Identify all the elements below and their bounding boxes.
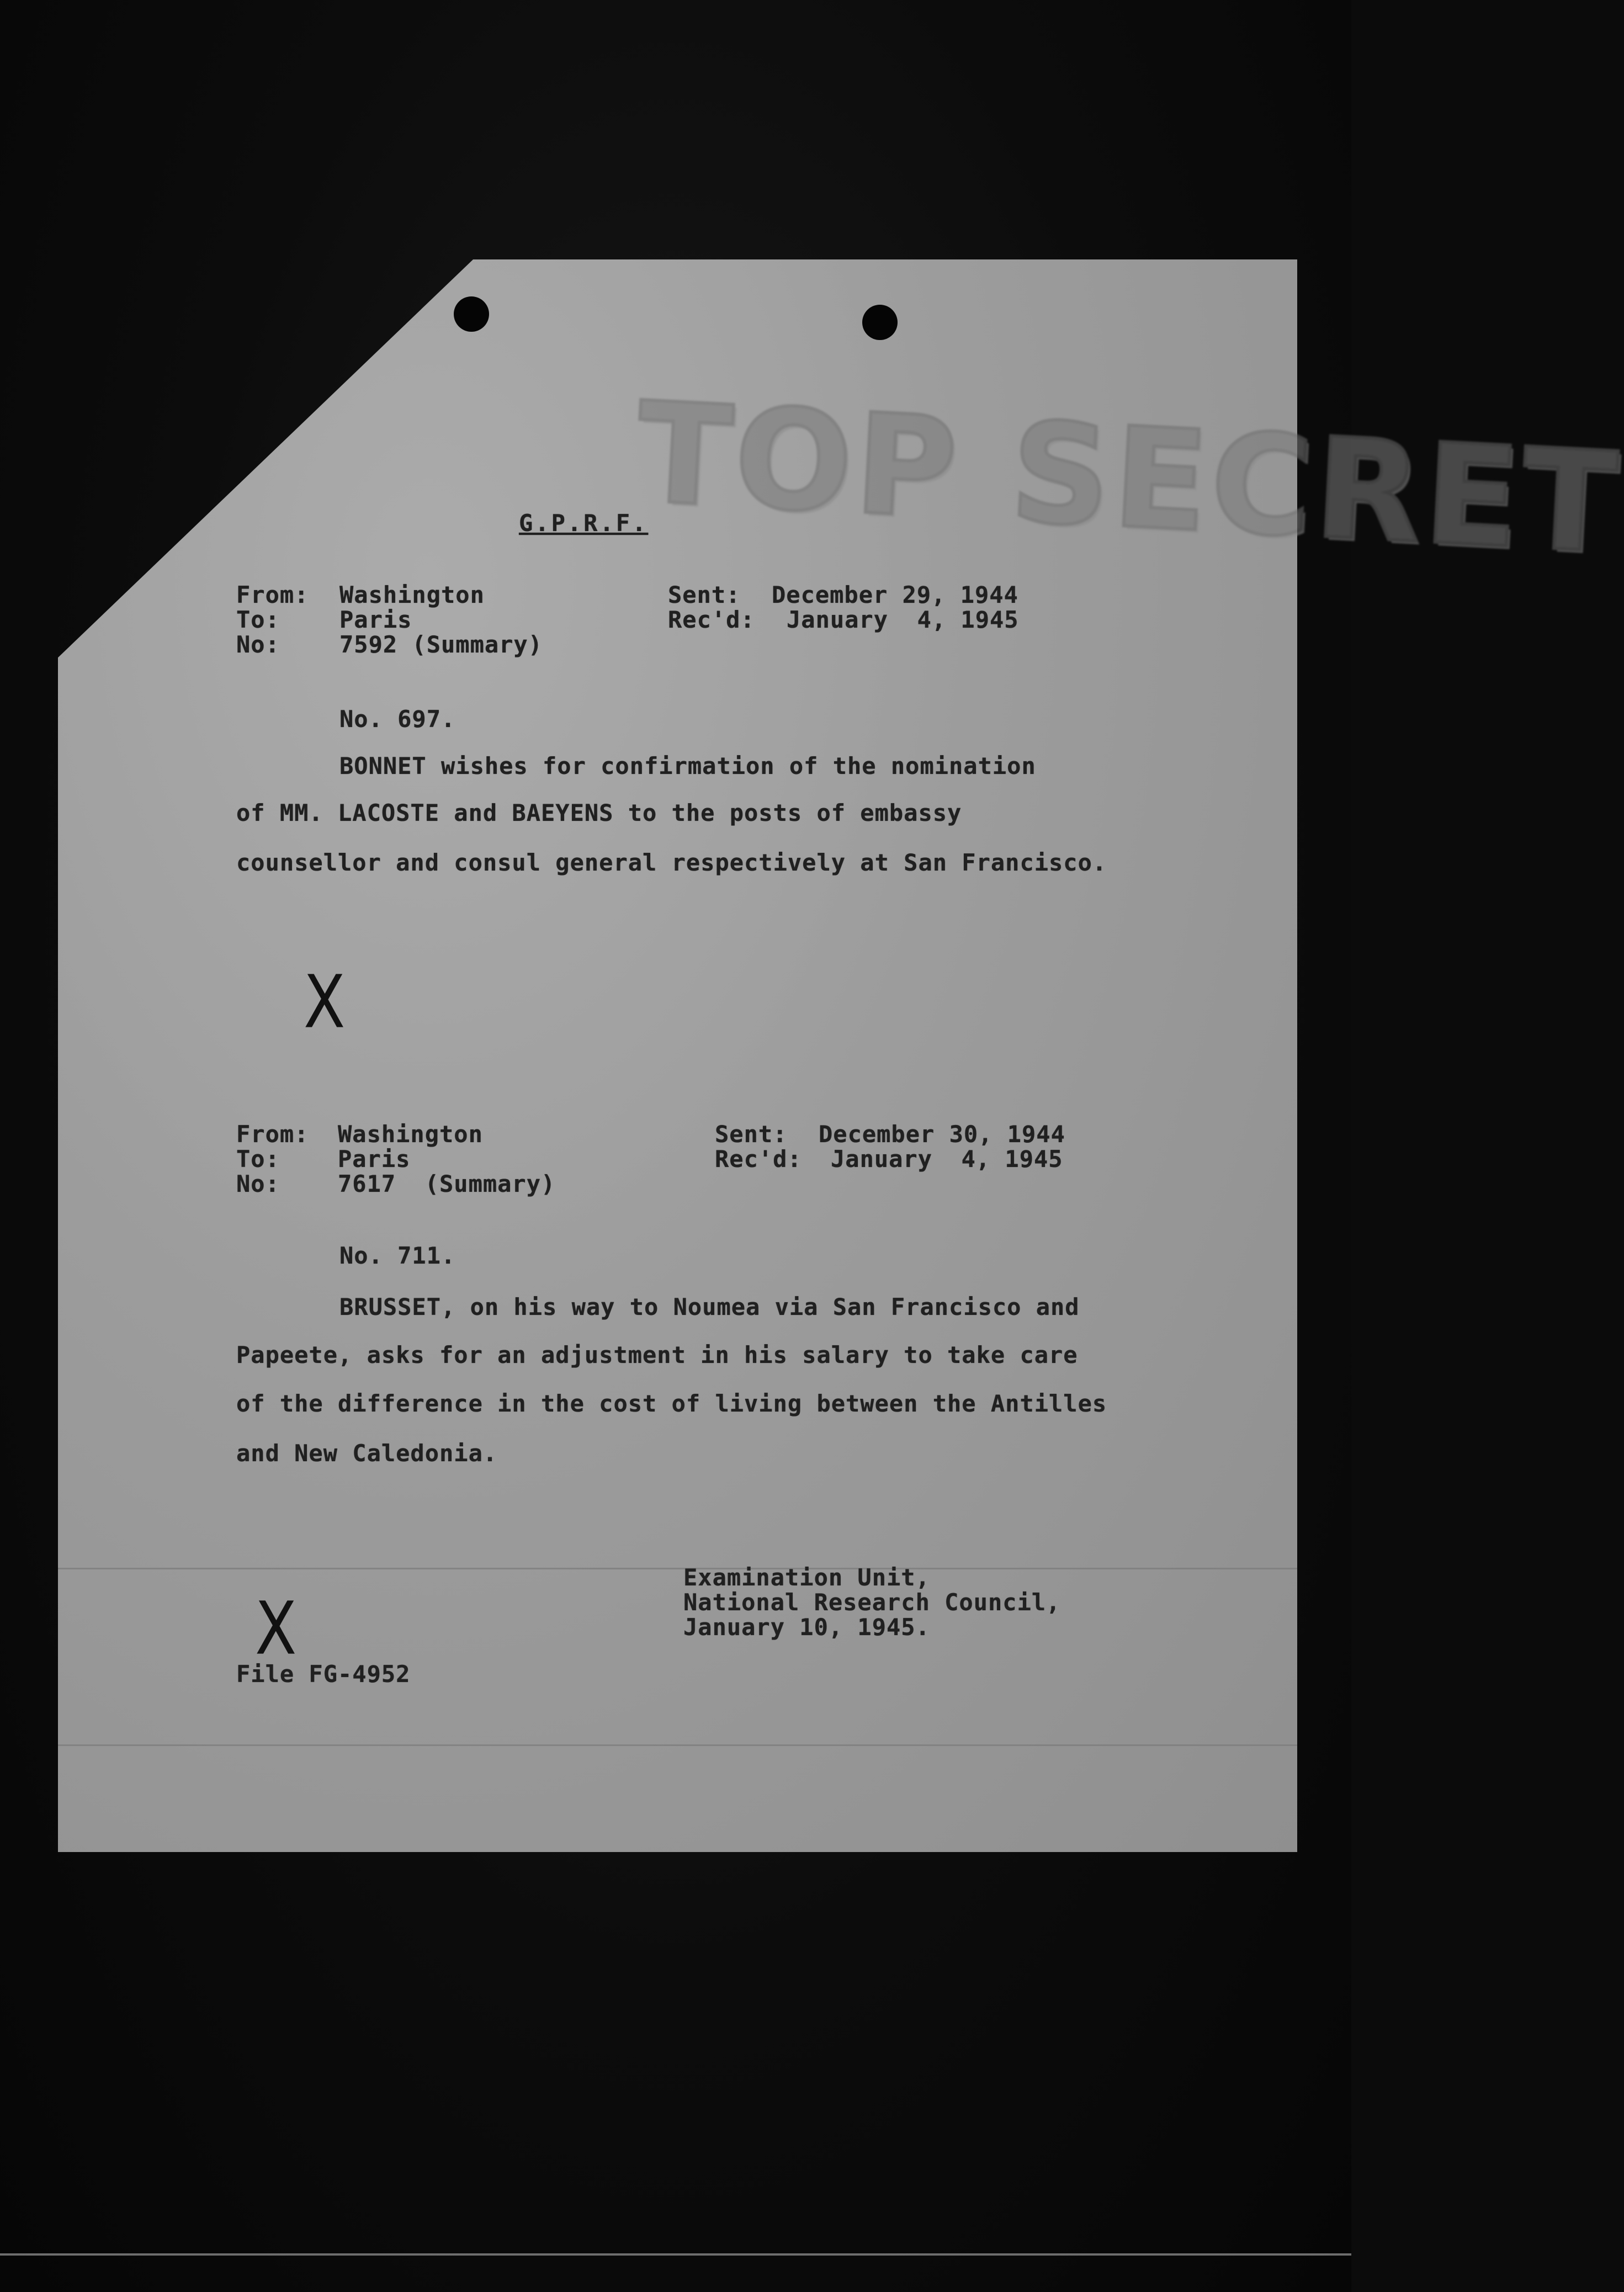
file-reference: File FG-4952 [236,1660,411,1688]
from-value: Washington [338,1121,483,1148]
handwritten-x-mark: X [304,959,346,1044]
no-value: 7592 (Summary) [339,631,543,658]
message-body-line: counsellor and consul general respectively at San Francisco. [236,849,1107,876]
sent-label: Sent: [668,581,741,608]
from-label: From: [236,581,309,608]
no-value: 7617 (Summary) [338,1170,556,1197]
no-label: No: [236,1170,280,1197]
message-body-line: BRUSSET, on his way to Noumea via San Francisco and [339,1293,1080,1320]
top-secret-stamp: TOP SECRET [633,372,1624,585]
to-label: To: [236,606,280,633]
message-body-line: BONNET wishes for confirmation of the nomination [339,752,1036,779]
document-header-title: G.P.R.F. [519,510,649,537]
film-edge-line [0,2253,1351,2256]
fold-line [58,1568,1297,1569]
message-body-line: of MM. LACOSTE and BAEYENS to the posts of embassy [236,799,962,826]
recd-value: January 4, 1945 [787,606,1019,633]
no-label: No: [236,631,280,658]
signature-line: National Research Council, [683,1589,1061,1616]
punch-hole-left [454,296,489,332]
recd-label: Rec'd: [668,606,755,633]
fold-line [58,1744,1297,1746]
from-value: Washington [339,581,485,608]
sent-label: Sent: [715,1121,788,1148]
message-body-line: and New Caledonia. [236,1440,498,1467]
from-label: From: [236,1121,309,1148]
recd-label: Rec'd: [715,1145,802,1172]
recd-value: January 4, 1945 [831,1145,1063,1172]
to-value: Paris [338,1145,411,1172]
sent-value: December 30, 1944 [819,1121,1065,1148]
signature-line: January 10, 1945. [683,1614,930,1641]
handwritten-x-mark: X [255,1586,297,1671]
to-label: To: [236,1145,280,1172]
sent-value: December 29, 1944 [772,581,1018,608]
message-body-line: Papeete, asks for an adjustment in his salary to take care [236,1341,1078,1368]
message-number: No. 711. [339,1242,456,1269]
message-body-line: of the difference in the cost of living between the Antilles [236,1390,1107,1417]
to-value: Paris [339,606,412,633]
message-number: No. 697. [339,705,456,733]
signature-line: Examination Unit, [683,1564,930,1591]
punch-hole-right [862,305,898,340]
